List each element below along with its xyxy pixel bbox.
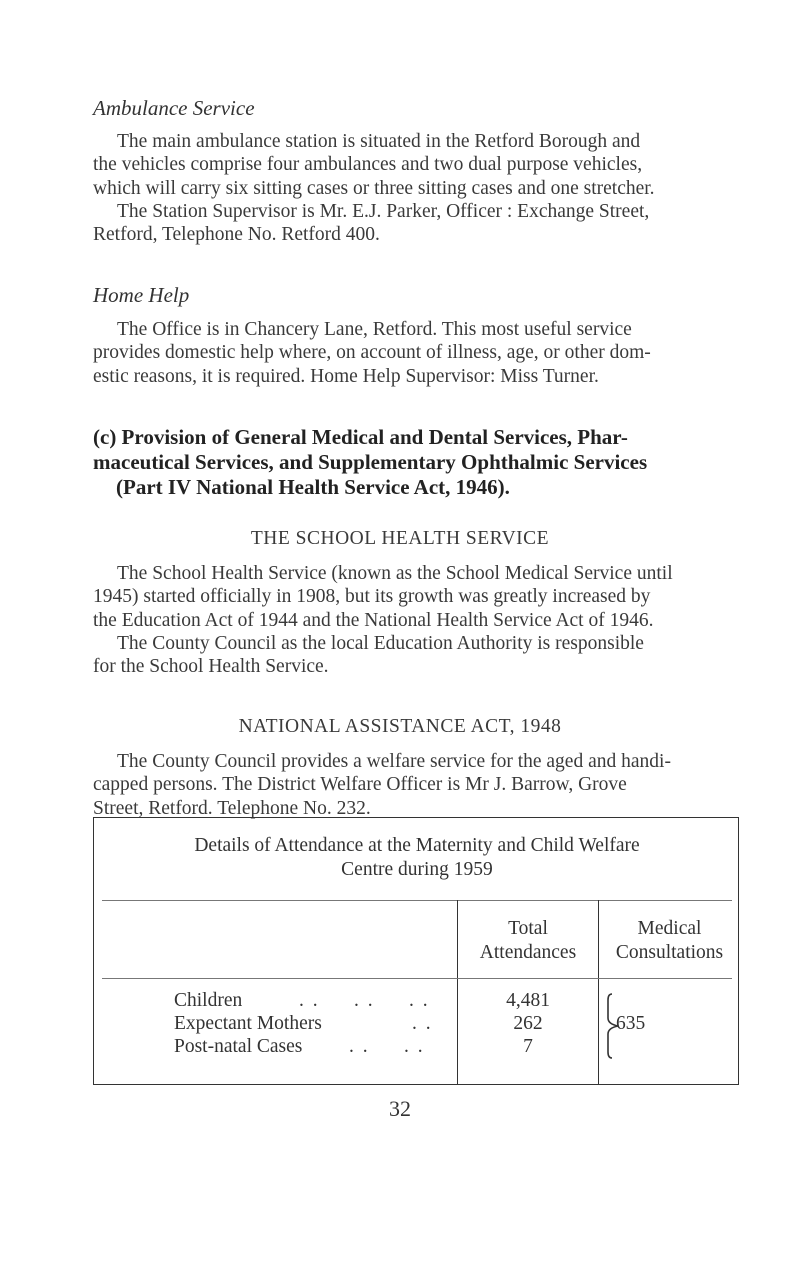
table-row-total: 7 xyxy=(523,1036,533,1057)
table-title xyxy=(94,834,740,882)
attendance-table xyxy=(93,817,739,1085)
provision-heading xyxy=(93,425,743,500)
table-row-label: Children xyxy=(174,990,243,1011)
table-header-bottom-rule xyxy=(102,978,732,979)
provision-line: (c) Provision of General Medical and Dental Services, Phar- xyxy=(93,425,628,449)
table-row-label: Expectant Mothers xyxy=(174,1013,322,1034)
col-header-line: Consultations xyxy=(615,942,724,963)
home-help-paragraph-body xyxy=(93,341,738,388)
provision-line: (Part IV National Health Service Act, 1946). xyxy=(116,475,510,499)
provision-line: maceutical Services, and Supplementary Ophthalmic Services xyxy=(93,450,648,474)
ambulance-line: The main ambulance station is situated in the Retford Borough and xyxy=(117,131,641,152)
ambulance-heading: Ambulance Service xyxy=(93,96,255,120)
school-health-paragraph-body xyxy=(93,585,738,632)
national-assistance-paragraph-body xyxy=(93,773,738,820)
ambulance-paragraph-body xyxy=(93,153,738,200)
col-header-medical-consultations xyxy=(599,917,740,965)
ambulance-paragraph-2-body xyxy=(93,223,713,247)
ambulance-paragraph xyxy=(117,130,737,154)
national-assistance-line: The County Council provides a welfare service for the aged and handi- xyxy=(117,751,671,772)
national-assistance-line: capped persons. The District Welfare Officer is Mr J. Barrow, Grove xyxy=(93,774,627,795)
home-help-line: estic reasons, it is required. Home Help Supervisor: Miss Turner. xyxy=(93,365,599,387)
col-header-line: Medical xyxy=(637,918,702,939)
table-row-total: 262 xyxy=(513,1013,543,1034)
table-row-dots: . . xyxy=(412,1013,433,1034)
home-help-line: The Office is in Chancery Lane, Retford. This most useful service xyxy=(117,319,632,340)
school-health-line: for the School Health Service. xyxy=(93,656,329,677)
ambulance-line: The Station Supervisor is Mr. E.J. Parker, Officer : Exchange Street, xyxy=(117,201,650,222)
school-health-line: The School Health Service (known as the School Medical Service until xyxy=(117,563,673,584)
table-row-dots: . . . . . . xyxy=(299,990,430,1011)
ambulance-line: the vehicles comprise four ambulances and two dual purpose vehicles, xyxy=(93,154,643,175)
ambulance-line: which will carry six sitting cases or three sitting cases and one stretcher. xyxy=(93,177,655,199)
col-header-line: Attendances xyxy=(479,942,577,963)
table-title-line: Centre during 1959 xyxy=(341,859,493,880)
school-health-paragraph-2 xyxy=(117,632,737,656)
school-health-paragraph xyxy=(117,562,737,586)
table-title-line: Details of Attendance at the Maternity and Child Welfare xyxy=(194,835,640,856)
table-header-top-rule xyxy=(102,900,732,901)
ambulance-line: Retford, Telephone No. Retford 400. xyxy=(93,224,380,245)
ambulance-paragraph-2 xyxy=(117,200,737,224)
col-header-line: Total xyxy=(508,918,548,939)
school-health-heading: THE SCHOOL HEALTH SERVICE xyxy=(250,528,550,549)
table-row-dots: . . . . xyxy=(349,1036,425,1057)
medical-consultations-value: 635 xyxy=(616,1013,646,1034)
school-health-line: the Education Act of 1944 and the National Health Service Act of 1946. xyxy=(93,609,654,631)
school-health-line: The County Council as the local Education Authority is responsible xyxy=(117,633,644,654)
school-health-paragraph-2-body xyxy=(93,655,713,679)
home-help-paragraph xyxy=(117,318,737,342)
national-assistance-paragraph xyxy=(117,750,737,774)
school-health-line: 1945) started officially in 1908, but its growth was greatly increased by xyxy=(93,586,651,607)
home-help-heading: Home Help xyxy=(93,283,190,307)
home-help-line: provides domestic help where, on account of illness, age, or other dom- xyxy=(93,342,651,363)
col-header-total-attendances xyxy=(458,917,598,965)
table-row-label: Post-natal Cases xyxy=(174,1036,303,1057)
national-assistance-line: Street, Retford. Telephone No. 232. xyxy=(93,797,371,819)
table-row-total: 4,481 xyxy=(506,990,550,1011)
national-assistance-heading: NATIONAL ASSISTANCE ACT, 1948 xyxy=(238,716,562,737)
page-number: 32 xyxy=(389,1096,411,1121)
